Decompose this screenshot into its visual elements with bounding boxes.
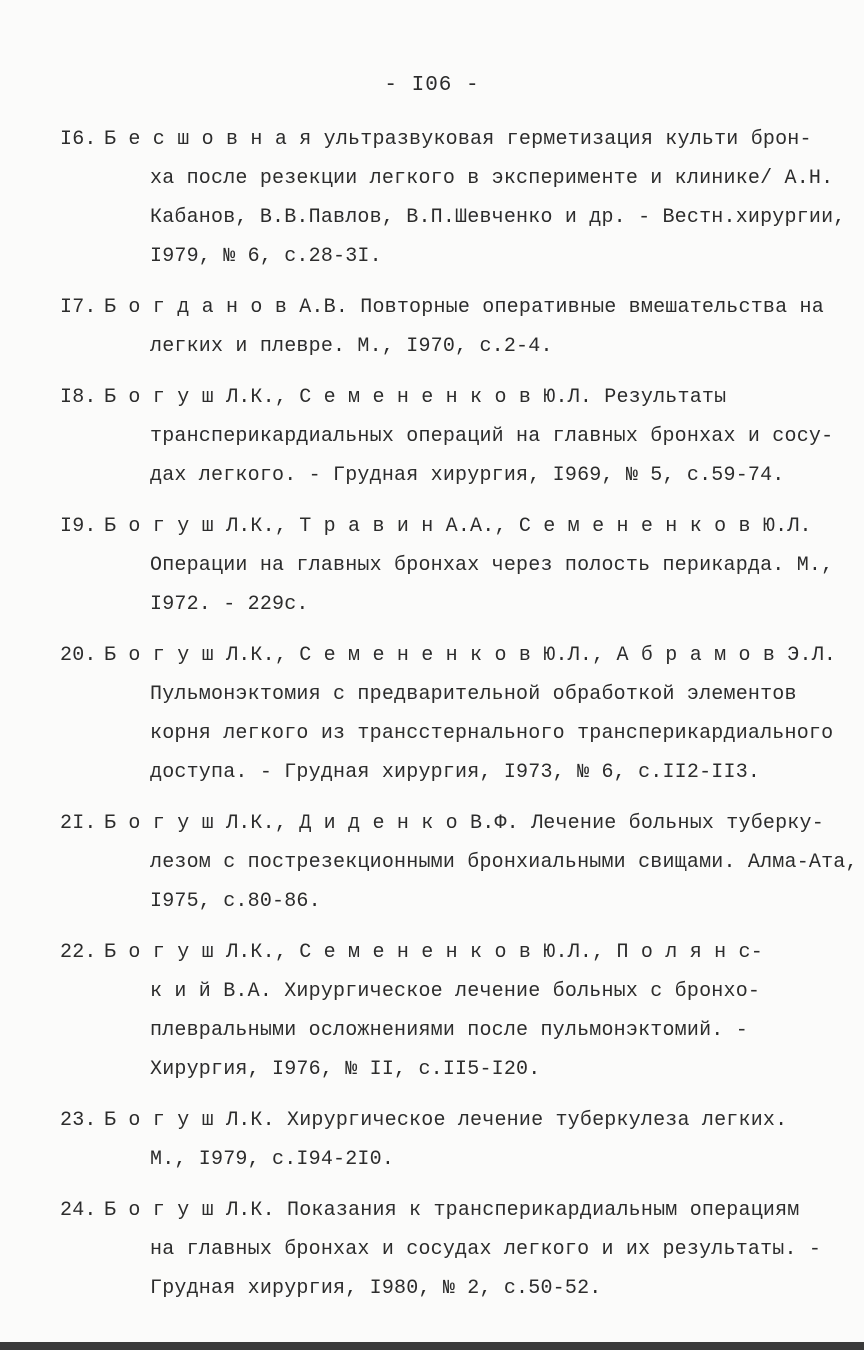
reference-line: трансперикардиальных операций на главных бронхах и сосу- [150,425,834,448]
reference-19 [60,507,840,624]
page-number: - I06 - [384,74,480,97]
reference-line: Б о г д а н о в А.В. Повторные оперативные вмешательства на [104,296,824,319]
reference-line: Б о г у ш Л.К., С е м е н е н к о в Ю.Л. Результаты [104,386,727,409]
reference-line: на главных бронхах и сосудах легкого и их результаты. - [150,1238,822,1261]
reference-line: Грудная хирургия, I980, № 2, с.50-52. [150,1277,602,1300]
reference-line: ха после резекции легкого в эксперименте и клинике/ А.Н. [150,167,834,190]
reference-line: дах легкого. - Грудная хирургия, I969, № 5, с.59-74. [150,464,785,487]
reference-number: I7. [60,296,97,319]
reference-line: Б о г у ш Л.К., Д и д е н к о В.Ф. Лечение больных туберку- [104,812,824,835]
reference-line: плевральными осложнениями после пульмонэктомий. - [150,1019,748,1042]
reference-18 [60,378,840,495]
scan-edge-band [0,1342,864,1350]
reference-line: I972. - 229с. [150,593,309,616]
reference-20 [60,636,840,792]
reference-number: 24. [60,1199,97,1222]
reference-16 [60,120,846,276]
reference-line: Б о г у ш Л.К., Т р а в и н А.А., С е м е н е н к о в Ю.Л. [104,515,812,538]
reference-number: 22. [60,941,97,964]
reference-line: легких и плевре. М., I970, с.2-4. [150,335,553,358]
reference-number: 20. [60,644,97,667]
reference-21 [60,804,858,921]
reference-line: Пульмонэктомия с предварительной обработкой элементов [150,683,797,706]
reference-line: лезом с пострезекционными бронхиальными свищами. Алма-Ата, [150,851,858,874]
reference-number: I6. [60,128,97,151]
reference-line: доступа. - Грудная хирургия, I973, № 6, с.II2-II3. [150,761,761,784]
reference-line: к и й В.А. Хирургическое лечение больных с бронхо- [150,980,761,1003]
reference-line: Б о г у ш Л.К. Показания к трансперикардиальным операциям [104,1199,800,1222]
reference-line: Кабанов, В.В.Павлов, В.П.Шевченко и др. - Вестн.хирургии, [150,206,846,229]
reference-24 [60,1191,840,1308]
reference-line: Б о г у ш Л.К. Хирургическое лечение туберкулеза легких. [104,1109,788,1132]
reference-line: Операции на главных бронхах через полость перикарда. М., [150,554,834,577]
reference-line: Б е с ш о в н а я ультразвуковая герметизация культи брон- [104,128,812,151]
reference-line: Хирургия, I976, № II, с.II5-I20. [150,1058,541,1081]
reference-17 [60,288,840,366]
reference-line: Б о г у ш Л.К., С е м е н е н к о в Ю.Л., П о л я н с- [104,941,763,964]
reference-number: I8. [60,386,97,409]
reference-line: корня легкого из трансстернального трансперикардиального [150,722,834,745]
reference-number: 23. [60,1109,97,1132]
reference-line: М., I979, с.I94-2I0. [150,1148,395,1171]
reference-number: 2I. [60,812,97,835]
reference-list [60,120,858,1320]
reference-number: I9. [60,515,97,538]
reference-line: I979, № 6, с.28-3I. [150,245,382,268]
reference-22 [60,933,840,1089]
reference-23 [60,1101,840,1179]
reference-line: I975, с.80-86. [150,890,321,913]
reference-line: Б о г у ш Л.К., С е м е н е н к о в Ю.Л., А б р а м о в Э.Л. [104,644,837,667]
